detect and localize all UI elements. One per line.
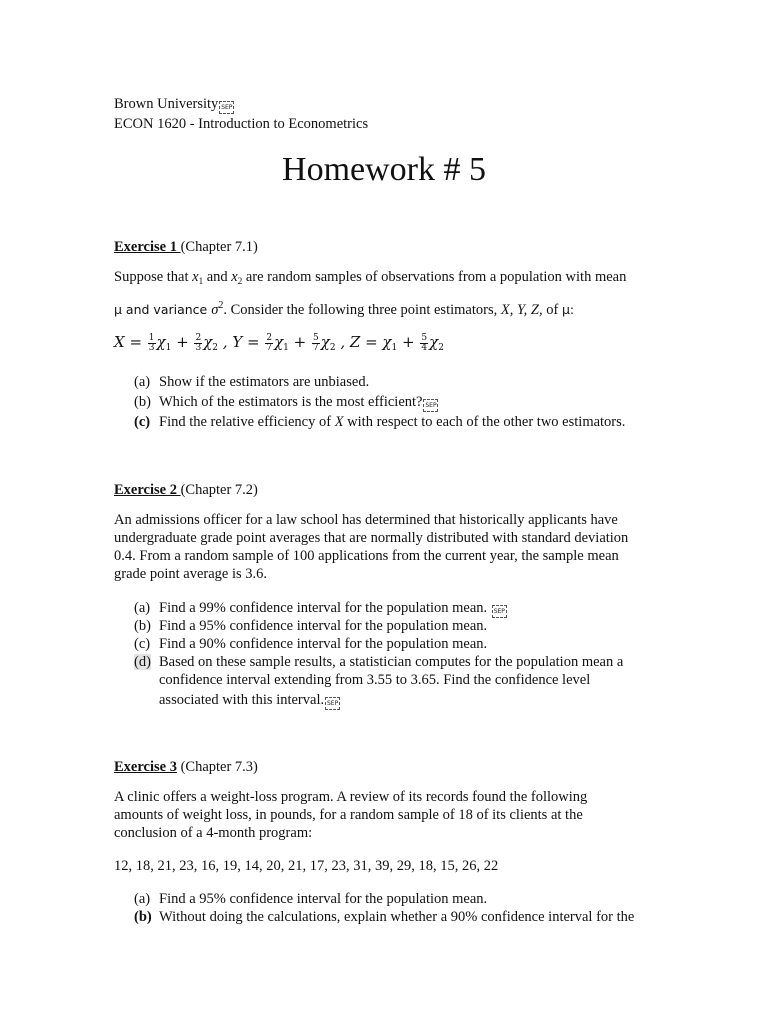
exercise-2-title: Exercise 2	[114, 482, 181, 498]
ex3-item-a-text: Find a 95% confidence interval for the population mean.	[159, 891, 488, 907]
subscript: 1	[283, 343, 289, 353]
text-fragment: μ and variance	[114, 301, 212, 317]
text-fragment: are random samples of observations from a population with mean	[242, 269, 627, 285]
subscript: 2	[237, 276, 243, 286]
subscript: 1	[198, 276, 204, 286]
item-label: (c)	[134, 414, 151, 430]
ex2-item-d-line: Based on these sample results, a statistician computes for the population mean a	[159, 654, 624, 670]
subscript: 2	[212, 343, 219, 353]
exercise-3-heading	[114, 758, 258, 776]
exercise-1-chapter: (Chapter 7.1)	[180, 239, 258, 255]
frac-den: 3	[148, 342, 155, 353]
estimator-equation	[114, 330, 444, 360]
university-line	[114, 95, 234, 114]
var-x1: x	[192, 269, 199, 285]
ex3-item-b-label: (b)	[134, 909, 152, 925]
ex2-item-c-label: (c)	[134, 636, 151, 652]
sep-marker: SEP	[492, 605, 507, 618]
ex3-item-b-text: Without doing the calculations, explain whether a 90% confidence interval for the	[159, 909, 635, 925]
ex2-item-d-line: confidence interval extending from 3.55 to 3.65. Find the confidence level	[159, 672, 591, 688]
exercise-3-title: Exercise 3	[114, 759, 177, 775]
fraction	[312, 334, 320, 353]
ex2-para-line: 0.4. From a random sample of 100 applications from the current year, the sample mean	[114, 548, 619, 564]
sep-marker: SEP	[325, 697, 340, 710]
ex2-item-b-text: Find a 95% confidence interval for the population mean.	[159, 618, 488, 634]
var-x: X	[334, 414, 344, 430]
chi: χ	[156, 333, 166, 351]
sep-marker: SEP	[219, 101, 234, 114]
ex3-para-line: amounts of weight loss, in pounds, for a random sample of 18 of its clients at the	[114, 807, 583, 823]
item-text: with respect to each of the other two estimators.	[343, 414, 626, 430]
chi: χ	[203, 333, 213, 351]
exercise-1-title: Exercise 1	[114, 239, 181, 255]
fraction	[420, 334, 428, 353]
ex2-para-line: undergraduate grade point averages that are normally distributed with standard deviation	[114, 530, 629, 546]
item-text: Find the relative efficiency of	[159, 414, 335, 430]
frac-num: 2	[195, 332, 202, 343]
subscript: 1	[391, 343, 398, 353]
page-title: Homework # 5	[282, 151, 486, 188]
ex1-item-b	[134, 393, 151, 411]
chi: χ	[320, 333, 330, 351]
ex2-item-a-label: (a)	[134, 600, 151, 616]
ex1-item-a	[134, 373, 150, 391]
text-fragment: . Consider the following three point estimators,	[223, 301, 501, 318]
text-fragment: of	[542, 301, 562, 318]
subscript: 2	[438, 343, 444, 353]
frac-den: 3	[195, 342, 202, 353]
subscript: 1	[165, 343, 172, 353]
exercise-1-intro-line-2	[114, 297, 574, 319]
ex2-item-d-line	[159, 691, 340, 710]
subscript: 2	[329, 343, 336, 353]
ex3-para-line: conclusion of a 4-month program:	[114, 825, 313, 841]
ex3-data-line: 12, 18, 21, 23, 16, 19, 14, 20, 21, 17, 23, 31, 39, 29, 18, 15, 26, 22	[114, 858, 499, 874]
course-name: ECON 1620 - Introduction to Econometrics	[114, 116, 369, 132]
fraction	[194, 334, 202, 353]
frac-den: 7	[266, 342, 273, 353]
eq-x: X =	[114, 333, 147, 351]
fraction	[265, 334, 273, 353]
ex3-item-a-label: (a)	[134, 891, 151, 907]
text-fragment: and	[203, 269, 232, 285]
item-label: (d)	[134, 654, 151, 670]
superscript: 2	[218, 300, 224, 311]
item-text: Which of the estimators is the most efficient?	[159, 394, 423, 410]
frac-num: 5	[313, 332, 319, 343]
plus: +	[171, 333, 194, 351]
ex1-item-c	[134, 413, 150, 431]
estimator-names: X, Y, Z,	[500, 301, 543, 318]
sep-marker: SEP	[423, 399, 438, 412]
frac-den: 4	[421, 342, 428, 353]
university-name: Brown University	[114, 96, 219, 112]
ex1-item-c-text	[159, 413, 625, 431]
frac-num: 2	[266, 332, 273, 343]
frac-num: 5	[421, 332, 428, 343]
ex3-para-line: A clinic offers a weight-loss program. A review of its records found the following	[114, 789, 588, 805]
exercise-2-heading	[114, 481, 258, 499]
sigma-symbol: σ	[211, 301, 219, 318]
ex2-item-b-label: (b)	[134, 618, 151, 634]
frac-num: 1	[148, 332, 155, 343]
chi: χ	[274, 333, 284, 351]
chi: χ	[382, 333, 392, 351]
plus: +	[397, 333, 420, 351]
chi: χ	[429, 333, 439, 351]
eq-y: , Y =	[218, 333, 265, 351]
exercise-1-intro-line-1	[114, 268, 626, 290]
ex1-item-a-text: Show if the estimators are unbiased.	[159, 374, 370, 390]
ex2-para-line: An admissions officer for a law school has determined that historically applicants have	[114, 512, 618, 528]
item-label: (b)	[134, 394, 151, 410]
ex1-item-b-text	[159, 393, 438, 412]
item-text: Find a 99% confidence interval for the population mean.	[159, 600, 488, 616]
exercise-3-chapter: (Chapter 7.3)	[176, 759, 258, 775]
eq-z: , Z =	[335, 333, 383, 351]
fraction	[148, 334, 156, 353]
ex2-item-c-text: Find a 90% confidence interval for the population mean.	[159, 636, 488, 652]
ex2-item-d-label	[134, 653, 151, 671]
exercise-1-heading	[114, 238, 258, 256]
text-fragment: :	[569, 301, 575, 317]
frac-den: 7	[313, 342, 319, 353]
ex2-item-a-text	[159, 599, 507, 618]
item-text: associated with this interval.	[159, 692, 325, 708]
ex2-para-line: grade point average is 3.6.	[114, 566, 268, 582]
plus: +	[288, 333, 312, 351]
item-label: (a)	[134, 374, 151, 390]
var-x2: x	[231, 269, 238, 285]
mu-symbol: μ	[561, 301, 570, 317]
exercise-2-chapter: (Chapter 7.2)	[180, 482, 258, 498]
text-fragment: Suppose that	[114, 269, 193, 285]
